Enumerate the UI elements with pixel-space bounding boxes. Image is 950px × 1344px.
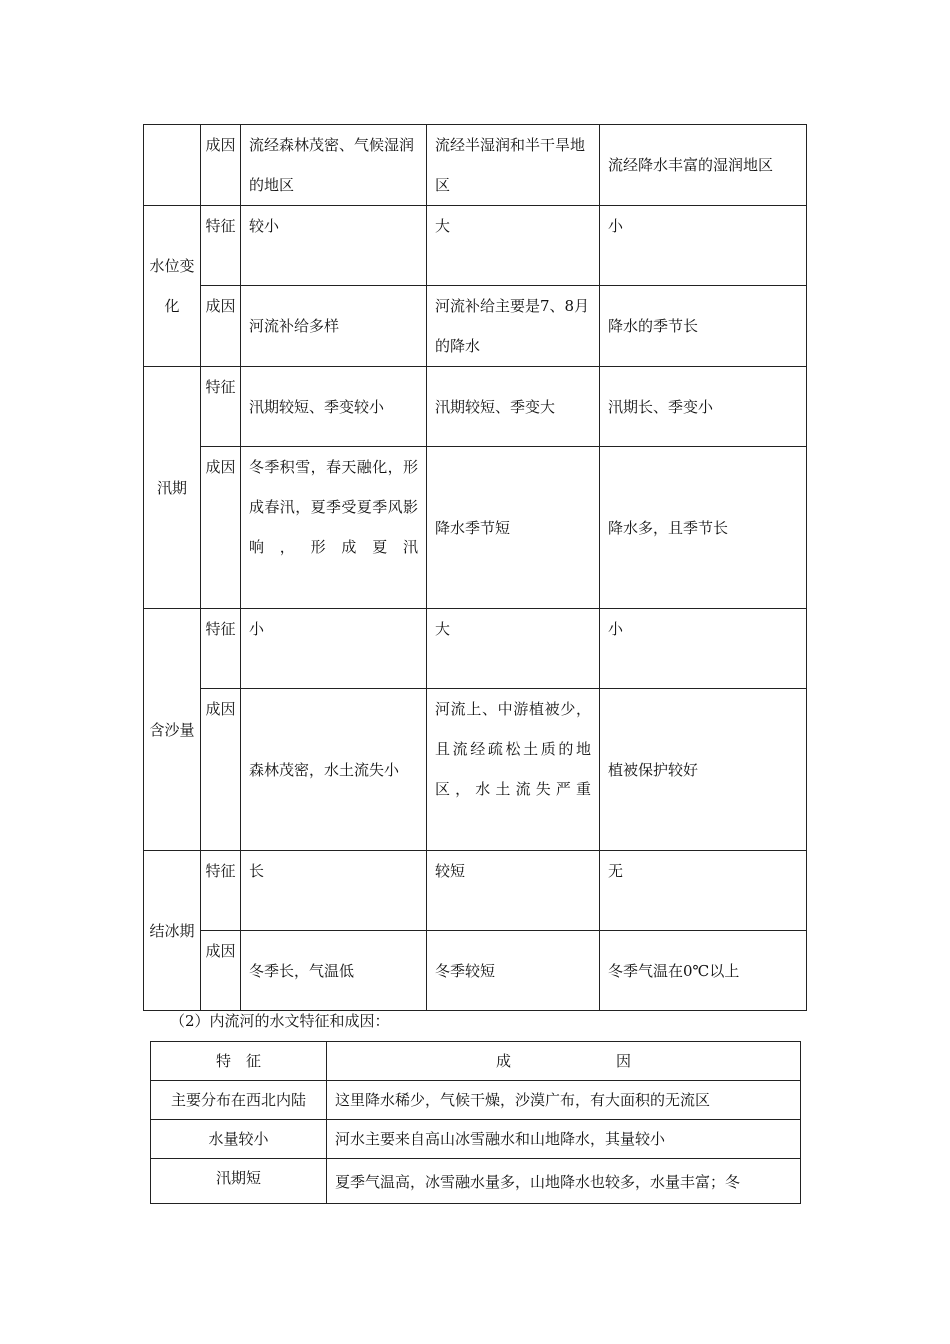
feature-cell: 水量较小 — [151, 1120, 327, 1159]
feature-cell: 主要分布在西北内陆 — [151, 1081, 327, 1120]
sub-label: 特征 — [201, 609, 241, 689]
cause-cell: 冬季积雪，春天融化，形成春汛，夏季受夏季风影响，形成夏汛 — [241, 447, 427, 609]
cause-cell: 夏季气温高，冰雪融水量多，山地降水也较多，水量丰富；冬 — [327, 1159, 801, 1204]
cause-cell: 流经半湿润和半干旱地区 — [427, 125, 600, 206]
table-row — [144, 689, 807, 851]
feature-cell: 较短 — [427, 851, 600, 931]
inland-river-table — [150, 1041, 801, 1204]
cause-cell: 流经森林茂密、气候湿润的地区 — [241, 125, 427, 206]
sub-label: 特征 — [201, 206, 241, 286]
cause-cell: 河水主要来自高山冰雪融水和山地降水，其量较小 — [327, 1120, 801, 1159]
table-row — [144, 367, 807, 447]
feature-cell: 汛期长、季变小 — [600, 367, 807, 447]
sub-label: 成因 — [201, 931, 241, 1011]
cause-cell: 冬季较短 — [427, 931, 600, 1011]
table-row — [144, 286, 807, 367]
column-header: 成 因 — [327, 1042, 801, 1081]
feature-cell: 汛期短 — [151, 1159, 327, 1204]
table-row — [144, 609, 807, 689]
category-ice: 结冰期 — [144, 851, 201, 1011]
table-row — [144, 447, 807, 609]
empty-category-cell — [144, 125, 201, 206]
cause-cell: 降水的季节长 — [600, 286, 807, 367]
cause-cell: 冬季长，气温低 — [241, 931, 427, 1011]
cause-cell: 流经降水丰富的湿润地区 — [600, 125, 807, 206]
cause-cell: 降水季节短 — [427, 447, 600, 609]
category-flood: 汛期 — [144, 367, 201, 609]
feature-cell: 汛期较短、季变大 — [427, 367, 600, 447]
table-row — [144, 125, 807, 206]
table-row — [151, 1081, 801, 1120]
cause-cell: 植被保护较好 — [600, 689, 807, 851]
sub-label: 成因 — [201, 689, 241, 851]
cause-cell: 河流补给多样 — [241, 286, 427, 367]
cause-cell: 森林茂密，水土流失小 — [241, 689, 427, 851]
table-row — [151, 1159, 801, 1204]
table-row — [151, 1120, 801, 1159]
category-water-level: 水位变化 — [144, 206, 201, 367]
feature-cell: 大 — [427, 609, 600, 689]
cause-cell: 河流上、中游植被少，且流经疏松土质的地区，水土流失严重 — [427, 689, 600, 851]
feature-cell: 小 — [600, 609, 807, 689]
column-header: 特 征 — [151, 1042, 327, 1081]
cause-cell: 这里降水稀少，气候干燥，沙漠广布，有大面积的无流区 — [327, 1081, 801, 1120]
feature-cell: 大 — [427, 206, 600, 286]
table-header-row — [151, 1042, 801, 1081]
sub-label: 成因 — [201, 125, 241, 206]
feature-cell: 长 — [241, 851, 427, 931]
feature-cell: 小 — [241, 609, 427, 689]
cause-cell: 降水多，且季节长 — [600, 447, 807, 609]
table-row — [144, 931, 807, 1011]
feature-cell: 无 — [600, 851, 807, 931]
sub-label: 成因 — [201, 286, 241, 367]
cause-cell: 河流补给主要是7、8月的降水 — [427, 286, 600, 367]
table-row — [144, 206, 807, 286]
category-sediment: 含沙量 — [144, 609, 201, 851]
section-caption: （2）内流河的水文特征和成因： — [170, 1012, 390, 1030]
cause-cell: 冬季气温在0℃以上 — [600, 931, 807, 1011]
feature-cell: 汛期较短、季变较小 — [241, 367, 427, 447]
table-row — [144, 851, 807, 931]
sub-label: 特征 — [201, 851, 241, 931]
feature-cell: 较小 — [241, 206, 427, 286]
sub-label: 成因 — [201, 447, 241, 609]
feature-cell: 小 — [600, 206, 807, 286]
sub-label: 特征 — [201, 367, 241, 447]
river-features-table — [143, 124, 807, 1011]
